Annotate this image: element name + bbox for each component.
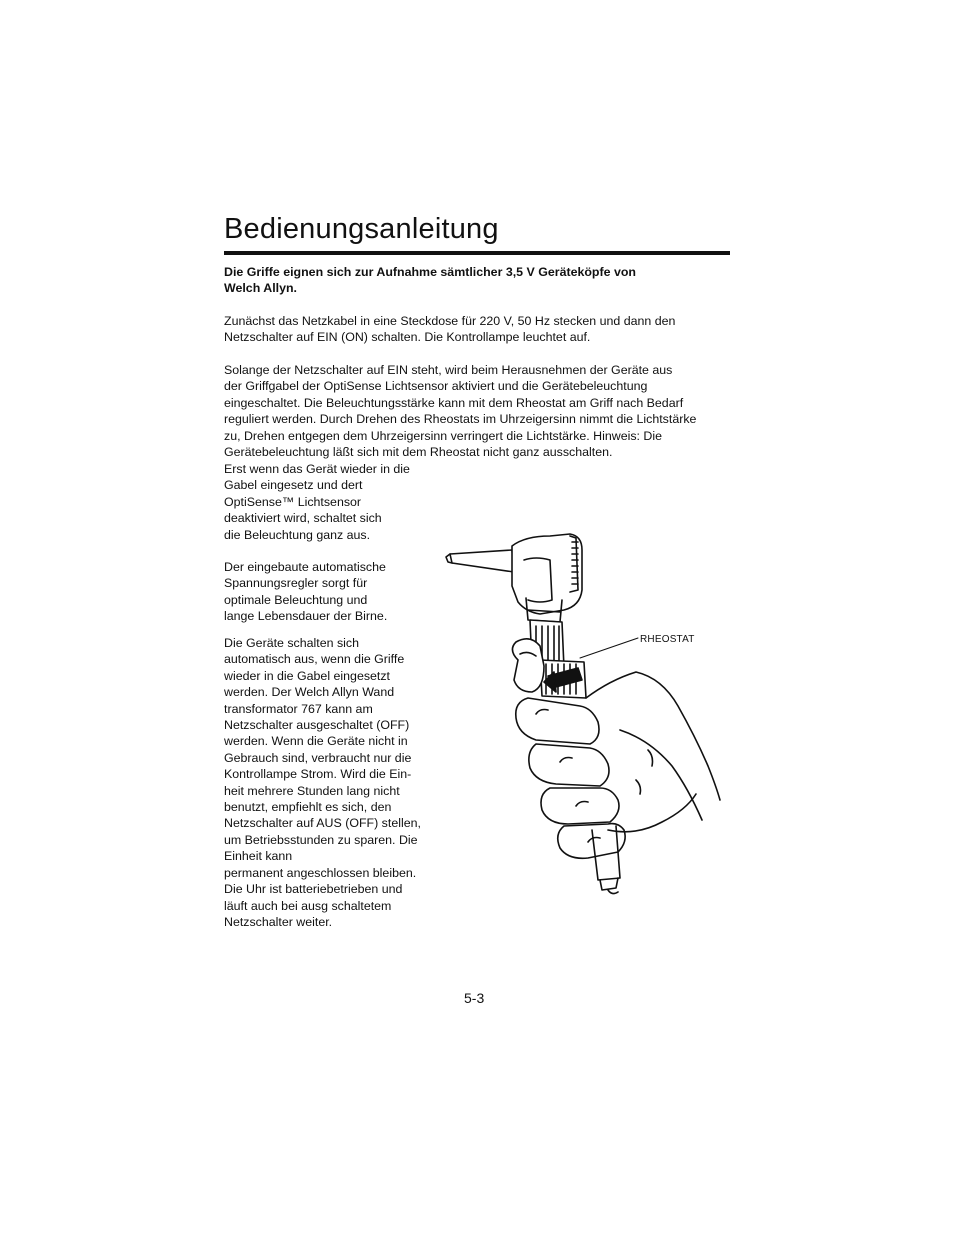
text-line: optimale Beleuchtung und — [224, 592, 368, 607]
text-line: um Betriebsstunden zu sparen. Die — [224, 832, 418, 847]
text-line: Der eingebaute automatische — [224, 560, 386, 574]
page-number: 5-3 — [464, 990, 485, 1006]
text-line: automatisch aus, wenn die Griffe — [224, 652, 405, 667]
text-line: läuft auch bei ausg schaltetem — [224, 898, 392, 913]
text-line: permanent angeschlossen bleiben. — [224, 865, 417, 880]
text-line: Netzschalter weiter. — [224, 914, 333, 929]
paragraph-voltage-regulator — [224, 559, 387, 625]
paragraph-optisense — [224, 461, 410, 543]
text-line: Die Geräte schalten sich — [224, 636, 359, 650]
text-line: benutzt, empfiehlt es sich, den — [224, 800, 392, 815]
text-line: der Griffgabel der OptiSense Lichtsensor aktiviert und die Gerätebeleuchtung — [224, 379, 648, 394]
text-line: Netzschalter auf AUS (OFF) stellen, — [224, 816, 421, 831]
lead-line: Die Griffe eignen sich zur Aufnahme sämtlicher 3,5 V Geräteköpfe von — [224, 265, 636, 279]
text-line: Gerätebeleuchtung läßt sich mit dem Rheostat nicht ganz ausschalten. — [224, 445, 613, 460]
text-line: Zunächst das Netzkabel in eine Steckdose für 220 V, 50 Hz stecken und dann den — [224, 314, 676, 328]
paragraph-power-on — [224, 313, 675, 346]
text-line: deaktiviert wird, schaltet sich — [224, 511, 382, 526]
text-line: werden. Der Welch Allyn Wand — [224, 685, 395, 700]
text-line: eingeschaltet. Die Beleuchtungsstärke kann mit dem Rheostat am Griff nach Bedarf — [224, 395, 684, 410]
title-rule — [224, 251, 730, 255]
text-line: werden. Wenn die Geräte nicht in — [224, 734, 408, 749]
text-line: Solange der Netzschalter auf EIN steht, wird beim Herausnehmen der Geräte aus — [224, 363, 673, 377]
lead-paragraph — [224, 264, 694, 297]
text-line: Die Uhr ist batteriebetrieben und — [224, 882, 403, 897]
text-line: transformator 767 kann am — [224, 701, 373, 716]
text-line: Kontrollampe Strom. Wird die Ein- — [224, 767, 412, 782]
rheostat-callout-label: RHEOSTAT — [640, 634, 695, 645]
text-line: lange Lebensdauer der Birne. — [224, 609, 388, 624]
text-line: Netzschalter ausgeschaltet (OFF) — [224, 718, 410, 733]
text-line: Gebrauch sind, verbraucht nur die — [224, 750, 412, 765]
text-line: Spannungsregler sorgt für — [224, 576, 368, 591]
text-line: Netzschalter auf EIN (ON) schalten. Die Kontrollampe leuchtet auf. — [224, 330, 591, 345]
paragraph-auto-off — [224, 635, 421, 930]
text-line: wieder in die Gabel eingesetzt — [224, 668, 390, 683]
text-line: Erst wenn das Gerät wieder in die — [224, 462, 410, 476]
text-line: heit mehrere Stunden lang nicht — [224, 783, 400, 798]
text-line: OptiSense™ Lichtsensor — [224, 494, 362, 509]
text-line: Gabel eingesetz und dert — [224, 478, 363, 493]
text-line: Einheit kann — [224, 849, 293, 864]
paragraph-rheostat — [224, 362, 696, 460]
text-line: reguliert werden. Durch Drehen des Rheostats im Uhrzeigersinn nimmt die Lichtstärke — [224, 412, 697, 427]
text-line: zu, Drehen entgegen dem Uhrzeigersinn verringert die Lichtstärke. Hinweis: Die — [224, 428, 663, 443]
lead-line: Welch Allyn. — [224, 281, 297, 296]
page-title: Bedienungsanleitung — [224, 213, 499, 245]
otoscope-hand-illustration — [440, 530, 730, 900]
text-line: die Beleuchtung ganz aus. — [224, 527, 371, 542]
